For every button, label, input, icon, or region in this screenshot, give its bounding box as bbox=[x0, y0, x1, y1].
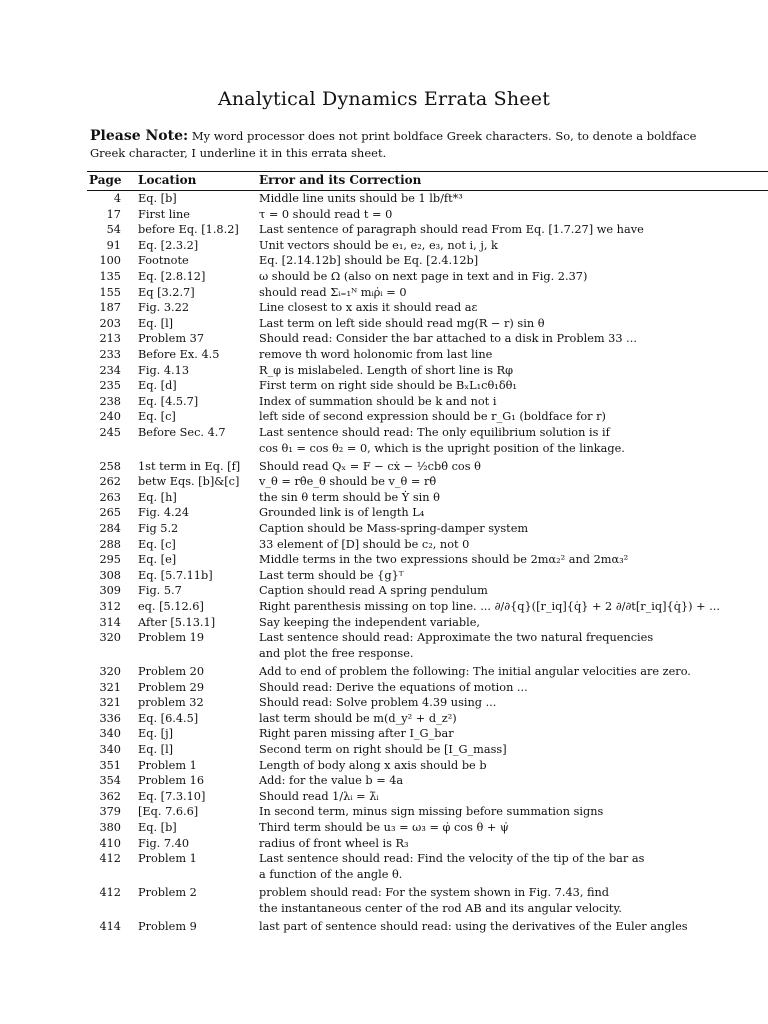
table-row bbox=[87, 711, 768, 727]
row-page: 91 bbox=[106, 238, 121, 252]
row-correction: Last sentence of paragraph should read From Eq. [1.7.27] we have bbox=[259, 223, 644, 237]
table-row bbox=[87, 474, 768, 490]
row-correction: In second term, minus sign missing before summation signs bbox=[259, 805, 604, 819]
header-error: Error and its Correction bbox=[259, 173, 422, 187]
table-row bbox=[87, 191, 768, 207]
row-location: Footnote bbox=[138, 254, 189, 268]
table-row bbox=[87, 836, 768, 852]
row-page: 354 bbox=[99, 774, 121, 788]
table-row bbox=[87, 347, 768, 363]
table-row bbox=[87, 269, 768, 285]
row-page: 321 bbox=[99, 680, 121, 694]
row-page: 320 bbox=[99, 665, 121, 678]
row-location: Before Sec. 4.7 bbox=[138, 425, 226, 439]
row-correction: Third term should be u₃ = ω₃ = φ̇ cos θ + ψ̇ bbox=[259, 820, 509, 834]
row-location: 1st term in Eq. [f] bbox=[138, 459, 241, 473]
table-row bbox=[87, 789, 768, 805]
row-location: Fig. 5.7 bbox=[138, 584, 182, 598]
table-row bbox=[87, 552, 768, 568]
row-correction: τ = 0 should read t = 0 bbox=[259, 207, 393, 221]
table-row bbox=[87, 583, 768, 599]
row-correction: remove th word holonomic from last line bbox=[259, 347, 493, 361]
errata-table-body bbox=[87, 191, 768, 934]
row-location: First line bbox=[138, 207, 190, 221]
header-page: Page bbox=[89, 173, 122, 187]
row-page: 412 bbox=[99, 885, 121, 899]
row-location: Problem 1 bbox=[138, 852, 197, 866]
row-page: 295 bbox=[99, 553, 121, 567]
row-correction: Should read: Consider the bar attached to a disk in Problem 33 ... bbox=[259, 332, 637, 346]
row-location: Eq. [2.8.12] bbox=[138, 269, 206, 283]
row-page: 414 bbox=[99, 919, 121, 933]
row-correction: Last term should be {g}ᵀ bbox=[259, 568, 404, 582]
row-page: 309 bbox=[99, 584, 121, 598]
row-correction: Right parenthesis missing on top line. ... ∂/∂{q}([r_iq]{q̇} + 2 ∂/∂t[r_iq]{q̇}) + ... bbox=[259, 600, 720, 614]
row-page: 340 bbox=[99, 727, 121, 741]
row-page: 187 bbox=[99, 301, 121, 315]
table-header bbox=[87, 172, 768, 190]
row-correction: R_φ is mislabeled. Length of short line is Rφ bbox=[259, 363, 514, 377]
table-row bbox=[87, 505, 768, 521]
row-page: 258 bbox=[99, 459, 121, 473]
row-location: Problem 1 bbox=[138, 758, 197, 772]
table-row bbox=[87, 758, 768, 774]
row-location: Eq. [b] bbox=[138, 192, 177, 205]
table-row bbox=[87, 919, 768, 935]
table-row bbox=[87, 885, 768, 916]
row-page: 321 bbox=[99, 696, 121, 710]
row-page: 288 bbox=[99, 537, 121, 551]
row-page: 4 bbox=[113, 192, 121, 205]
row-correction: Should read Qₓ = F − cẋ − ½cbθ̇ cos θ bbox=[259, 459, 481, 473]
row-page: 262 bbox=[99, 475, 121, 489]
row-location: Problem 9 bbox=[138, 919, 197, 933]
table-row bbox=[87, 851, 768, 882]
row-correction: a function of the angle θ. bbox=[259, 867, 403, 881]
row-location: Eq [3.2.7] bbox=[138, 285, 195, 299]
row-correction: Grounded link is of length L₄ bbox=[259, 506, 425, 520]
row-page: 17 bbox=[106, 207, 121, 221]
row-page: 379 bbox=[99, 805, 121, 819]
row-page: 203 bbox=[99, 316, 121, 330]
row-correction: Eq. [2.14.12b] should be Eq. [2.4.12b] bbox=[259, 254, 479, 268]
row-location: before Eq. [1.8.2] bbox=[138, 223, 239, 237]
table-row bbox=[87, 316, 768, 332]
row-correction: should read Σᵢ₌₁ᴺ mᵢρ̇ᵢ = 0 bbox=[259, 285, 407, 299]
row-location: Before Ex. 4.5 bbox=[138, 347, 220, 361]
row-correction: and plot the free response. bbox=[259, 646, 414, 660]
row-page: 351 bbox=[99, 758, 121, 772]
table-row bbox=[87, 222, 768, 238]
row-page: 240 bbox=[99, 410, 121, 424]
row-location: problem 32 bbox=[138, 696, 204, 710]
row-location: Eq. [j] bbox=[138, 727, 173, 741]
table-row bbox=[87, 568, 768, 584]
row-page: 135 bbox=[99, 269, 121, 283]
row-correction: Last term on left side should read mg(R − r) sin θ bbox=[259, 316, 545, 330]
row-correction: Middle terms in the two expressions should be 2mα₂² and 2mα₃² bbox=[259, 553, 629, 567]
table-row bbox=[87, 615, 768, 631]
row-correction: Line closest to x axis it should read aε bbox=[259, 301, 478, 315]
note-text: My word processor does not print boldface Greek characters. So, to denote a boldface Greek character, I underline it in this errata sheet. bbox=[90, 129, 697, 160]
row-location: After [5.13.1] bbox=[138, 615, 216, 629]
row-location: Problem 2 bbox=[138, 885, 197, 899]
row-correction: left side of second expression should be r_G₁ (boldface for r) bbox=[259, 410, 606, 424]
table-row bbox=[87, 537, 768, 553]
row-location: Eq. [6.4.5] bbox=[138, 711, 199, 725]
row-location: betw Eqs. [b]&[c] bbox=[138, 475, 240, 489]
row-correction: radius of front wheel is R₃ bbox=[259, 836, 409, 850]
row-correction: last term should be m(d_y² + d_z²) bbox=[259, 711, 457, 725]
row-correction: Say keeping the independent variable, bbox=[259, 615, 481, 629]
note-paragraph bbox=[90, 128, 710, 162]
row-correction: Right paren missing after I_G_bar bbox=[259, 727, 454, 741]
row-correction: Second term on right should be [I_G_mass] bbox=[259, 742, 507, 756]
row-correction: 33 element of [D] should be c₂, not 0 bbox=[259, 537, 470, 551]
row-location: Eq. [l] bbox=[138, 742, 174, 756]
row-page: 100 bbox=[99, 254, 121, 268]
row-page: 233 bbox=[99, 347, 121, 361]
row-correction: Last sentence should read: Find the velocity of the tip of the bar as bbox=[259, 852, 645, 866]
table-row bbox=[87, 459, 768, 475]
row-page: 235 bbox=[99, 379, 121, 393]
header-location: Location bbox=[138, 173, 197, 187]
table-row bbox=[87, 820, 768, 836]
row-location: Eq. [b] bbox=[138, 820, 177, 834]
row-correction: Should read: Solve problem 4.39 using ... bbox=[259, 696, 497, 710]
row-page: 336 bbox=[99, 711, 121, 725]
row-location: Eq. [2.3.2] bbox=[138, 238, 199, 252]
table-row bbox=[87, 630, 768, 661]
row-location: Fig. 3.22 bbox=[138, 301, 190, 315]
table-row bbox=[87, 664, 768, 680]
row-correction: Unit vectors should be e₁, e₂, e₃, not i, j, k bbox=[259, 238, 498, 252]
row-page: 340 bbox=[99, 742, 121, 756]
row-location: Problem 16 bbox=[138, 774, 205, 788]
row-location: [Eq. 7.6.6] bbox=[138, 805, 199, 819]
row-location: Eq. [c] bbox=[138, 410, 176, 424]
table-row bbox=[87, 490, 768, 506]
note-label: Please Note: bbox=[90, 128, 189, 144]
page-title: Analytical Dynamics Errata Sheet bbox=[217, 88, 551, 110]
row-location: Problem 29 bbox=[138, 680, 205, 694]
row-location: eq. [5.12.6] bbox=[138, 600, 204, 614]
row-page: 265 bbox=[99, 506, 121, 520]
row-location: Fig 5.2 bbox=[138, 522, 179, 536]
row-page: 410 bbox=[99, 836, 121, 850]
row-correction: Should read 1/λᵢ = λ̄ᵢ bbox=[259, 789, 379, 803]
row-page: 362 bbox=[99, 789, 121, 803]
table-row bbox=[87, 521, 768, 537]
table-row bbox=[87, 394, 768, 410]
table-row bbox=[87, 726, 768, 742]
row-location: Problem 20 bbox=[138, 665, 205, 678]
row-correction: Last sentence should read: Approximate the two natural frequencies bbox=[259, 631, 654, 645]
row-page: 238 bbox=[99, 394, 121, 408]
row-correction: the instantaneous center of the rod AB and its angular velocity. bbox=[259, 901, 622, 915]
row-page: 312 bbox=[99, 600, 121, 614]
row-correction: v_θ = rθ̇e_θ should be v_θ = rθ̇ bbox=[259, 475, 437, 489]
row-correction: last part of sentence should read: using the derivatives of the Euler angles bbox=[259, 919, 688, 933]
row-correction: Length of body along x axis should be b bbox=[259, 758, 487, 772]
row-location: Fig. 7.40 bbox=[138, 836, 190, 850]
row-location: Fig. 4.24 bbox=[138, 506, 190, 520]
table-row bbox=[87, 695, 768, 711]
row-page: 245 bbox=[99, 425, 121, 439]
row-page: 320 bbox=[99, 631, 121, 645]
row-correction: cos θ₁ = cos θ₂ = 0, which is the upright position of the linkage. bbox=[259, 441, 625, 455]
row-location: Eq. [4.5.7] bbox=[138, 394, 199, 408]
row-correction: Caption should be Mass-spring-damper system bbox=[259, 522, 529, 536]
row-page: 263 bbox=[99, 490, 121, 504]
row-location: Fig. 4.13 bbox=[138, 363, 190, 377]
row-location: Eq. [l] bbox=[138, 316, 174, 330]
row-location: Eq. [h] bbox=[138, 490, 177, 504]
row-location: Eq. [5.7.11b] bbox=[138, 568, 213, 582]
table-row bbox=[87, 425, 768, 456]
table-row bbox=[87, 680, 768, 696]
table-row bbox=[87, 331, 768, 347]
row-page: 54 bbox=[106, 223, 121, 237]
row-correction: Should read: Derive the equations of motion ... bbox=[259, 680, 528, 694]
table-row bbox=[87, 207, 768, 223]
row-correction: ω should be Ω (also on next page in text and in Fig. 2.37) bbox=[259, 269, 588, 283]
row-location: Problem 37 bbox=[138, 332, 205, 346]
row-correction: Caption should read A spring pendulum bbox=[259, 584, 488, 598]
row-correction: the sin θ term should be Ẏ sin θ bbox=[259, 490, 440, 504]
table-row bbox=[87, 253, 768, 269]
row-location: Problem 19 bbox=[138, 631, 205, 645]
row-correction: Index of summation should be k and not i bbox=[259, 394, 497, 408]
table-row bbox=[87, 300, 768, 316]
table-row bbox=[87, 285, 768, 301]
row-location: Eq. [e] bbox=[138, 553, 177, 567]
row-correction: Add to end of problem the following: The initial angular velocities are zero. bbox=[259, 665, 691, 678]
table-row bbox=[87, 238, 768, 254]
row-page: 380 bbox=[99, 820, 121, 834]
row-correction: Add: for the value b = 4a bbox=[259, 774, 404, 788]
table-row bbox=[87, 378, 768, 394]
row-page: 314 bbox=[99, 615, 121, 629]
table-row bbox=[87, 742, 768, 758]
row-page: 284 bbox=[99, 522, 121, 536]
row-page: 234 bbox=[99, 363, 121, 377]
table-row bbox=[87, 599, 768, 615]
row-page: 412 bbox=[99, 852, 121, 866]
table-row bbox=[87, 804, 768, 820]
table-row bbox=[87, 409, 768, 425]
row-location: Eq. [7.3.10] bbox=[138, 789, 206, 803]
row-correction: Last sentence should read: The only equilibrium solution is if bbox=[259, 425, 610, 439]
row-correction: problem should read: For the system shown in Fig. 7.43, find bbox=[259, 885, 610, 899]
row-page: 308 bbox=[99, 568, 121, 582]
row-location: Eq. [c] bbox=[138, 537, 176, 551]
row-correction: First term on right side should be BₓL₁cθ₁δθ₁ bbox=[259, 379, 517, 393]
row-page: 213 bbox=[99, 332, 121, 346]
row-correction: Middle line units should be 1 lb/ft*³ bbox=[259, 192, 463, 205]
table-row bbox=[87, 773, 768, 789]
row-page: 155 bbox=[99, 285, 121, 299]
row-location: Eq. [d] bbox=[138, 379, 177, 393]
table-row bbox=[87, 363, 768, 379]
